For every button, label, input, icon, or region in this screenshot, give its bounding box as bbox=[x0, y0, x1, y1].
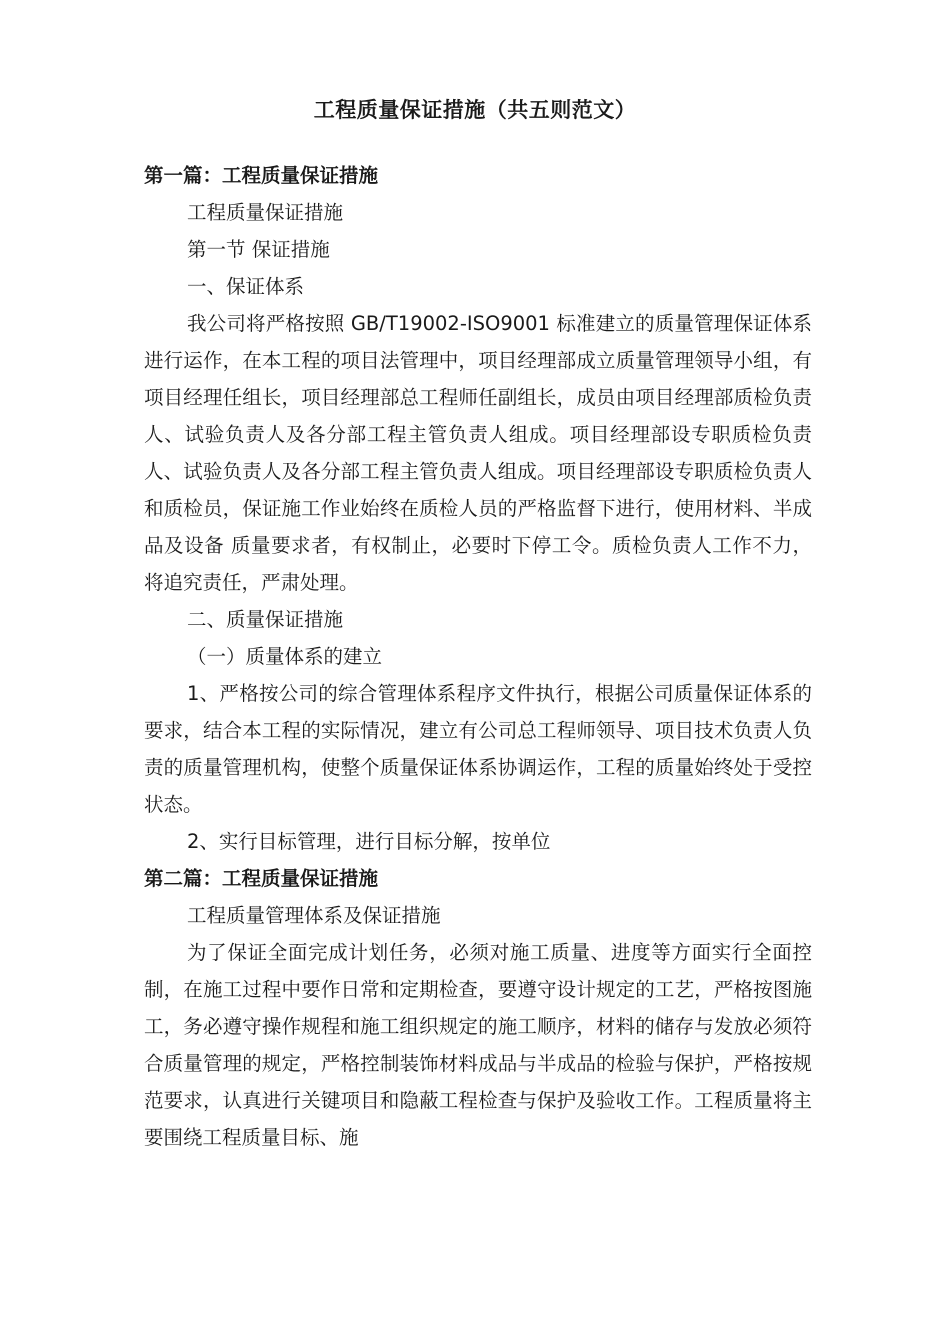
text-line: 工程质量保证措施 bbox=[187, 201, 344, 224]
paragraph: 1、严格按公司的综合管理体系程序文件执行，根据公司质量保证体系的要求，结合本工程的实际情况，建立有公司总工程师领导、项目技术负责人负责的质量管理机构，使整个质量保证体系协调运作，工程的质量始终处于受控状态。 bbox=[144, 682, 812, 816]
paragraph: 为了保证全面完成计划任务，必须对施工质量、进度等方面实行全面控制，在施工过程中要作日常和定期检查，要遵守设计规定的工艺，严格按图施工，务必遵守操作规程和施工组织规定的施工顺序，材料的储存与发放必须符合质量管理的规定，严格控制装饰材料成品与半成品的检验与保护，严格按规范要求，认真进行关键项目和隐蔽工程检查与保护及验收工作。工程质量将主要围绕工程质量目标、施 bbox=[144, 941, 812, 1149]
text-line: 2、实行目标管理，进行目标分解，按单位 bbox=[187, 830, 551, 853]
text-line: 第一节 保证措施 bbox=[187, 238, 330, 261]
text-line: 工程质量管理体系及保证措施 bbox=[187, 904, 441, 927]
text-line: 一、保证体系 bbox=[187, 275, 305, 298]
document-title: 工程质量保证措施（共五则范文） bbox=[313, 98, 637, 122]
paragraph: 我公司将严格按照 GB/T19002-ISO9001 标准建立的质量管理保证体系进行运作，在本工程的项目法管理中，项目经理部成立质量管理领导小组，有项目经理任组长，项目经理部总工程师任副组长，成员由项目经理部质检负责人、试验负责人及各分部工程主管负责人组成。项目经理部设专职质检负责人、试验负责人及各分部工程主管负责人组成。项目经理部设专职质检负责人和质检员，保证施工作业始终在质检人员的严格监督下进行，使用材料、半成品及设备 质量要求者，有权制止，必要时下停工令。质检负责人工作不力，将追究责任，严肃处理。 bbox=[144, 312, 812, 594]
section-heading: 第二篇：工程质量保证措施 bbox=[144, 867, 379, 890]
section-heading: 第一篇：工程质量保证措施 bbox=[144, 164, 379, 187]
text-line: 二、质量保证措施 bbox=[187, 608, 344, 631]
document-body bbox=[144, 157, 812, 1156]
text-line: （一）质量体系的建立 bbox=[187, 645, 383, 668]
